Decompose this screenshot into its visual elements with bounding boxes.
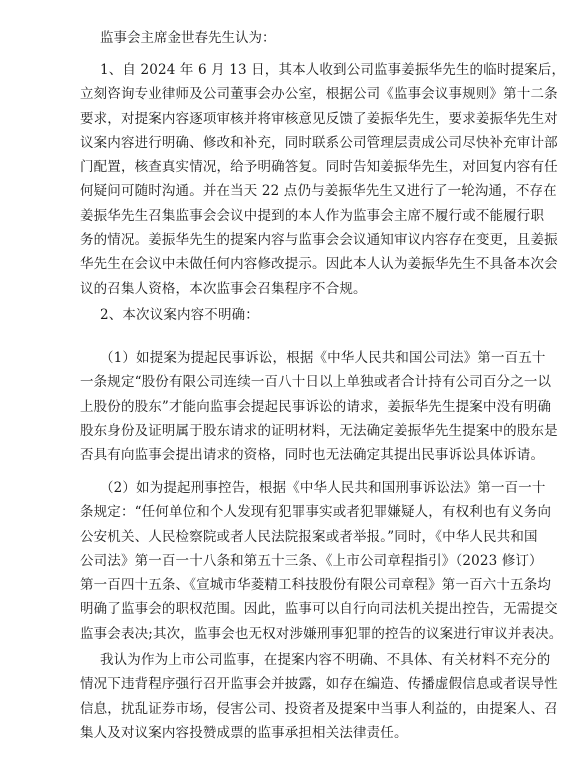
section-heading: 监事会主席金世春先生认为： (100, 30, 276, 46)
paragraph-line: 明确了监事会的职权范围。因此，监事可以自行向司法机关提出控告，无需提交 (80, 601, 558, 618)
paragraph-5 (80, 648, 558, 745)
paragraph-line: 华先生在会议中未做任何内容修改提示。因此本人认为姜振华先生不具备本次会 (80, 256, 558, 273)
paragraph-line: （2）如为提起刑事控告，根据《中华人民共和国刑事诉讼法》第一百一十 (100, 480, 546, 496)
paragraph-line: 集人及对议案内容投赞成票的监事承担相关法律责任。 (80, 724, 408, 741)
paragraph-line: 第一百四十五条、《宣城市华菱精工科技股份有限公司章程》第一百六十五条均 (80, 577, 551, 594)
paragraph-line: （1）如提案为提起民事诉讼，根据《中华人民共和国公司法》第一百五十 (100, 350, 546, 366)
paragraph-line: 立刻咨询专业律师及公司董事会办公室，根据公司《监事会议事规则》第十二条 (80, 86, 558, 103)
paragraph-line: 2、本次议案内容不明确： (100, 307, 259, 323)
paragraph-line: 务的情况。姜振华先生的提案内容与监事会会议通知审议内容存在变更，且姜振 (80, 232, 558, 249)
paragraph-1 (80, 58, 566, 301)
paragraph-line: 公司法》第一百一十八条和第五十三条、《上市公司章程指引》（2023 修订） (80, 552, 543, 569)
paragraph-line: 监事会表决;其次，监事会也无权对涉嫌刑事犯罪的控告的议案进行审议并表决。 (80, 625, 563, 642)
paragraph-line: 门配置，核查真实情况，给予明确答复。同时告知姜振华先生，对回复内容有任 (80, 159, 558, 176)
paragraph-line: 信息，扰乱证券市场，侵害公司、投资者及提案中当事人利益的，由提案人、召 (80, 700, 558, 717)
paragraph-line: 一条规定“股份有限公司连续一百八十日以上单独或者合计持有公司百分之一以 (80, 374, 552, 391)
paragraph-line: 公安机关、人民检察院或者人民法院报案或者举报。”同时，《中华人民共和国 (80, 528, 538, 545)
paragraph-line: 股东身份及证明属于股东请求的证明材料，无法确定姜振华先生提案中的股东是 (80, 422, 558, 439)
paragraph-line: 1、自 2024 年 6 月 13 日，其本人收到公司监事姜振华先生的临时提案后， (100, 62, 566, 78)
paragraph-line: 上股份的股东”才能向监事会提起民事诉讼的请求，姜振华先生提案中没有明确 (80, 398, 552, 415)
paragraph-line: 要求，对提案内容逐项审核并将审核意见反馈了姜振华先生，要求姜振华先生对 (80, 110, 558, 127)
paragraph-line: 条规定：“任何单位和个人发现有犯罪事实或者犯罪嫌疑人，有权利也有义务向 (80, 504, 552, 521)
paragraph-line: 姜振华先生召集监事会会议中提到的本人作为监事会主席不履行或不能履行职 (80, 207, 545, 224)
paragraph-2 (80, 303, 500, 327)
paragraph-line: 议的召集人资格，本次监事会召集程序不合规。 (80, 280, 367, 297)
paragraph-line: 情况下违背程序强行召开监事会并披露，如存在编造、传播虚假信息或者误导性 (80, 676, 558, 693)
paragraph-line: 何疑问可随时沟通。并在当天 22 点仍与姜振华先生又进行了一轮沟通，不存在 (80, 183, 557, 200)
paragraph-line: 议案内容进行明确、修改和补充，同时联系公司管理层责成公司尽快补充审计部 (80, 134, 558, 151)
paragraph-line: 否具有向监事会提出请求的资格，同时也无法确定其提出民事诉讼具体诉请。 (80, 447, 545, 464)
paragraph-3 (80, 346, 558, 467)
paragraph-4 (80, 476, 563, 646)
paragraph-line: 我认为作为上市公司监事，在提案内容不明确、不具体、有关材料不充分的 (100, 652, 551, 668)
